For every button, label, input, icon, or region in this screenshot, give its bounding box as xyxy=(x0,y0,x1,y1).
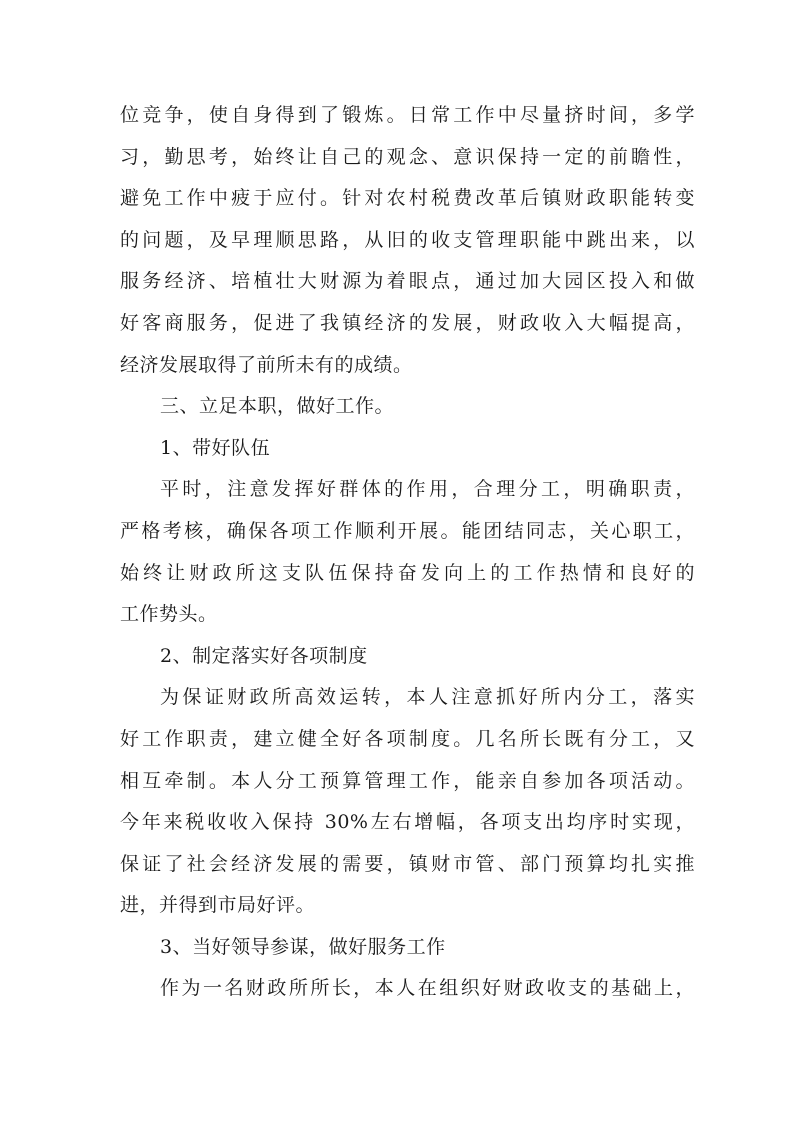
text-line: 严格考核，确保各项工作顺利开展。能团结同志，关心职工， xyxy=(120,519,695,542)
text-line: 今年来税收收入保持 30%左右增幅，各项支出均序时实现， xyxy=(120,811,695,834)
text-line: 的问题，及早理顺思路，从旧的收支管理职能中跳出来，以 xyxy=(120,228,695,251)
subsection-heading: 3、当好领导参谋，做好服务工作 xyxy=(160,935,446,958)
text-line: 始终让财政所这支队伍保持奋发向上的工作热情和良好的 xyxy=(120,561,695,584)
text-line: 相互牵制。本人分工预算管理工作，能亲自参加各项活动。 xyxy=(120,769,695,792)
text-line: 服务经济、培植壮大财源为着眼点，通过加大园区投入和做 xyxy=(120,270,695,293)
text-line: 避免工作中疲于应付。针对农村税费改革后镇财政职能转变 xyxy=(120,187,695,210)
paragraph-first-line: 为保证财政所高效运转，本人注意抓好所内分工，落实 xyxy=(160,686,695,709)
body-text xyxy=(120,95,695,1010)
paragraph-first-line: 平时，注意发挥好群体的作用，合理分工，明确职责， xyxy=(160,478,695,501)
text-line: 进，并得到市局好评。 xyxy=(120,894,316,917)
subsection-heading: 1、带好队伍 xyxy=(160,436,271,459)
text-line: 经济发展取得了前所未有的成绩。 xyxy=(120,353,413,376)
text-line: 好客商服务，促进了我镇经济的发展，财政收入大幅提高， xyxy=(120,311,695,334)
subsection-heading: 2、制定落实好各项制度 xyxy=(160,644,368,667)
paragraph-first-line: 作为一名财政所所长，本人在组织好财政收支的基础上， xyxy=(160,977,695,1000)
text-line: 习，勤思考，始终让自己的观念、意识保持一定的前瞻性， xyxy=(120,145,695,168)
text-line: 位竞争，使自身得到了锻炼。日常工作中尽量挤时间，多学 xyxy=(120,104,695,126)
text-line: 保证了社会经济发展的需要，镇财市管、部门预算均扎实推 xyxy=(120,852,695,875)
text-line: 好工作职责，建立健全好各项制度。几名所长既有分工，又 xyxy=(120,727,695,750)
text-line: 工作势头。 xyxy=(120,603,218,626)
section-heading: 三、立足本职，做好工作。 xyxy=(160,395,395,418)
